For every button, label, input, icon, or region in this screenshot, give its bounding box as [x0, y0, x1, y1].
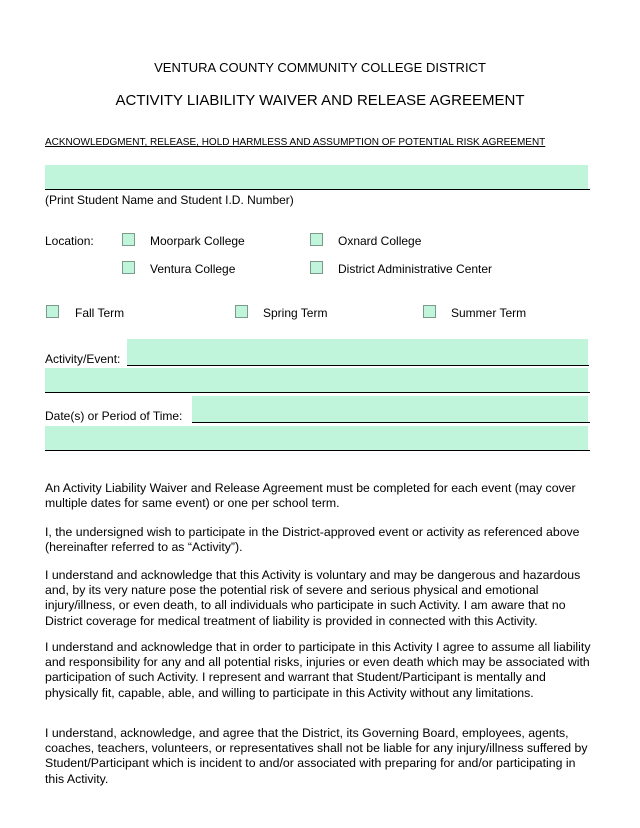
summer-term-label: Summer Term — [451, 306, 527, 320]
dates-label: Date(s) or Period of Time: — [45, 409, 183, 423]
fall-term-label: Fall Term — [75, 306, 125, 320]
dates-line2-underline — [45, 450, 590, 451]
option-oxnard-label: Oxnard College — [338, 234, 422, 248]
spring-term-label: Spring Term — [263, 306, 328, 320]
location-label: Location: — [45, 234, 94, 248]
activity-field[interactable] — [127, 339, 588, 365]
district-name: VENTURA COUNTY COMMUNITY COLLEGE DISTRICT — [154, 60, 486, 75]
option-ventura-label: Ventura College — [150, 262, 236, 276]
paragraph-hold-harmless: I understand, acknowledge, and agree that the District, its Governing Board, employees, agents, coaches, teachers, volunteers, or representatives shall not be liable for any injury/illness suffered by Student/Participant which is incident to and/or associated with preparing for and/or participating in this Activity. — [45, 726, 588, 786]
dates-field[interactable] — [192, 396, 588, 422]
form-subheading: ACKNOWLEDGMENT, RELEASE, HOLD HARMLESS AND ASSUMPTION OF POTENTIAL RISK AGREEMENT — [45, 137, 546, 148]
checkbox-district-admin[interactable] — [310, 261, 323, 274]
student-name-field[interactable] — [45, 165, 588, 189]
form-title: ACTIVITY LIABILITY WAIVER AND RELEASE AGREEMENT — [115, 92, 525, 109]
checkbox-summer-term[interactable] — [423, 305, 436, 318]
option-moorpark-label: Moorpark College — [150, 234, 245, 248]
dates-field-line2[interactable] — [45, 426, 588, 450]
activity-field-line2[interactable] — [45, 368, 588, 392]
checkbox-fall-term[interactable] — [46, 305, 59, 318]
checkbox-moorpark[interactable] — [122, 233, 135, 246]
paragraph-assumption-of-liability: I understand and acknowledge that in order to participate in this Activity I agree to assume all liability and responsibility for any and all potential risks, injuries or even death which may be associated with participation of such Activity. I represent and warrant that Student/Participant is mentally and physically fit, capable, able, and willing to participate in this Activity without any limitations. — [45, 640, 591, 700]
activity-underline — [127, 365, 589, 366]
checkbox-ventura[interactable] — [122, 261, 135, 274]
paragraph-completion-note: An Activity Liability Waiver and Release Agreement must be completed for each event (may cover multiple dates for same event) or one per school term. — [45, 481, 576, 511]
activity-label: Activity/Event: — [45, 352, 121, 366]
option-district-admin-label: District Administrative Center — [338, 262, 493, 276]
dates-underline — [192, 422, 590, 423]
paragraph-risk-acknowledgment: I understand and acknowledge that this Activity is voluntary and may be dangerous and hazardous and, by its very nature pose the potential risk of severe and serious physical and emotional injury/illness, or even death, to all individuals who participate in such Activity. I am aware that no District coverage for medical treatment of liability is provided in connected with this Activity. — [45, 568, 581, 628]
checkbox-spring-term[interactable] — [235, 305, 248, 318]
paragraph-participation: I, the undersigned wish to participate in the District-approved event or activity as referenced above (hereinafter referred to as “Activity”). — [45, 525, 580, 555]
checkbox-oxnard[interactable] — [310, 233, 323, 246]
student-name-caption: (Print Student Name and Student I.D. Number) — [45, 193, 294, 207]
student-name-underline — [45, 189, 590, 190]
activity-line2-underline — [45, 392, 590, 393]
